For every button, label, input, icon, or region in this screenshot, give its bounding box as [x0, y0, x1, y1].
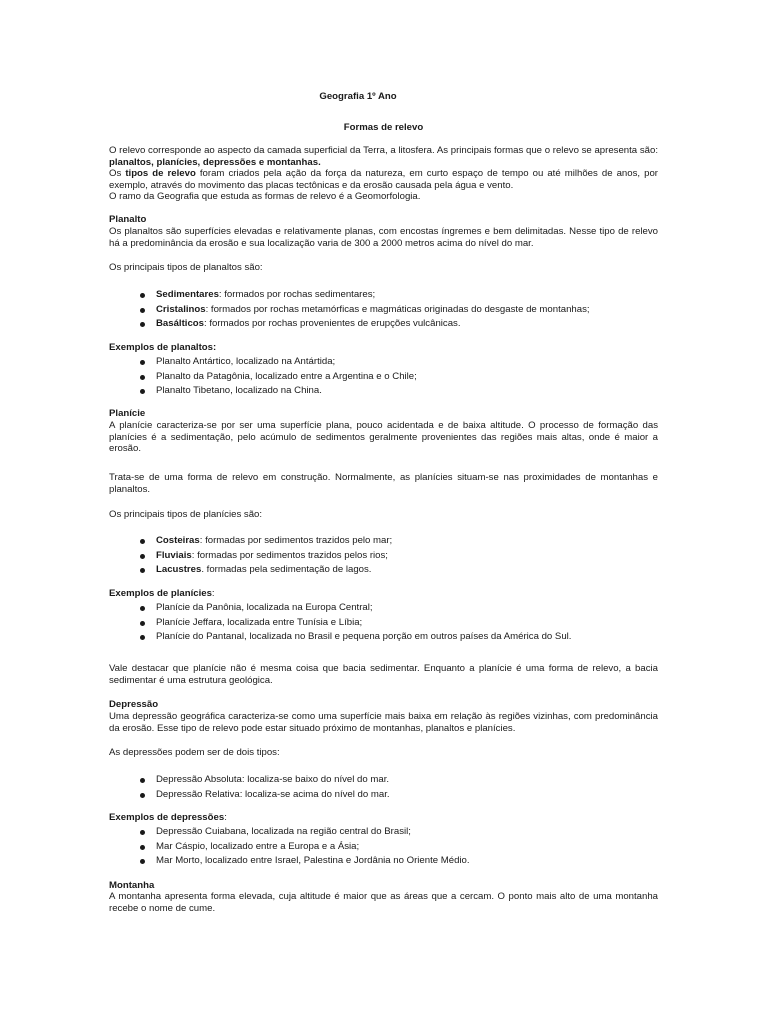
- term-separator: ,: [151, 156, 157, 168]
- list-item: Planície da Panônia, localizada na Europa Central;: [109, 601, 658, 616]
- list-item: Depressão Cuiabana, localizada na região central do Brasil;: [109, 825, 658, 840]
- list-item: Planície do Pantanal, localizada no Brasil e pequena porção em outros países da América do Sul.: [109, 630, 658, 645]
- examples-heading-colon: :: [224, 812, 227, 823]
- list-item: [109, 534, 658, 549]
- intro-text: foram criados pela ação da força da natureza, em curto espaço de tempo ou até milhões de anos, por exemplo, através do movimento das placas tectônicas e da erosão causada pela água e vento.: [109, 168, 658, 191]
- depressao-paragraph: Uma depressão geográfica caracteriza-se como uma superfície mais baixa em relação às regiões vizinhas, com predominância da erosão. Esse tipo de relevo pode estar situado próximo de montanhas, planaltos e planícies.: [109, 711, 658, 734]
- list-item: Planalto Tibetano, localizado na China.: [109, 384, 658, 399]
- depressao-types-list: [109, 773, 658, 802]
- list-item: Mar Cáspio, localizado entre a Europa e a Ásia;: [109, 840, 658, 855]
- planicie-examples-heading: [109, 588, 215, 600]
- term-depressoes: depressões: [202, 156, 257, 168]
- list-item-text: : formadas por sedimentos trazidos pelos rios;: [191, 549, 388, 561]
- planalto-examples-heading: Exemplos de planaltos:: [109, 342, 217, 353]
- depressao-examples-heading: [109, 812, 227, 824]
- list-item-text: : formadas por sedimentos trazidos pelo mar;: [199, 535, 393, 546]
- term-end: .: [318, 156, 321, 168]
- term-planicies: planícies: [156, 156, 198, 168]
- document-topic-title: Formas de relevo: [343, 122, 424, 133]
- depressao-types-intro: As depressões podem ser de dois tipos:: [109, 747, 280, 758]
- term-planaltos: planaltos: [109, 156, 152, 168]
- planicie-examples-list: [109, 601, 658, 645]
- term-tipos-de-relevo: tipos de relevo: [125, 168, 196, 180]
- list-item-term: Basálticos: [156, 318, 204, 329]
- list-item-term: Costeiras: [156, 535, 200, 546]
- planalto-types-list: [109, 288, 658, 332]
- intro-text: O relevo corresponde ao aspecto da camada superficial da Terra, a litosfera. As principais formas que o relevo se apresenta são:: [109, 145, 658, 156]
- list-item: [109, 303, 658, 318]
- montanha-paragraph: A montanha apresenta forma elevada, cuja altitude é maior que as áreas que a cercam. O ponto mais alto de uma montanha recebe o nome de cume.: [109, 891, 658, 914]
- list-item: [109, 549, 658, 564]
- planicie-note-paragraph: Vale destacar que planície não é mesma coisa que bacia sedimentar. Enquanto a planície é uma forma de relevo, a bacia sedimentar é uma estrutura geológica.: [109, 663, 658, 686]
- list-item-term: Cristalinos: [156, 303, 206, 315]
- document-subject-title: Geografia 1º Ano: [319, 91, 397, 102]
- list-item: Mar Morto, localizado entre Israel, Palestina e Jordânia no Oriente Médio.: [109, 854, 658, 869]
- list-item: [109, 563, 658, 578]
- planicie-paragraph-2: Trata-se de uma forma de relevo em construção. Normalmente, as planícies situam-se nas proximidades de montanhas e planaltos.: [109, 472, 658, 495]
- section-heading-planicie: Planície: [109, 408, 146, 419]
- list-item-text: : formados por rochas sedimentares;: [218, 289, 376, 300]
- list-item-text: . formadas pela sedimentação de lagos.: [201, 564, 372, 575]
- planalto-examples-list: [109, 355, 658, 399]
- planalto-paragraph: Os planaltos são superfícies elevadas e relativamente planas, com encostas íngremes e bem delimitadas. Nesse tipo de relevo há a predominância da erosão e sua localização varia de 300 a 2000 metros acima do nível do mar.: [109, 226, 658, 249]
- term-separator: ,: [197, 156, 203, 168]
- examples-heading-colon: :: [211, 588, 215, 599]
- intro-text: O ramo da Geografia que estuda as formas de relevo é a Geomorfologia.: [109, 191, 421, 203]
- list-item: [109, 317, 658, 332]
- term-montanhas: montanhas: [266, 156, 319, 168]
- examples-heading-text: Exemplos de planícies: [109, 588, 212, 599]
- section-heading-montanha: Montanha: [109, 880, 155, 891]
- list-item-term: Lacustres: [156, 564, 202, 575]
- planicie-paragraph: A planície caracteriza-se por ser uma superfície plana, pouco acidentada e de baixa altitude. O processo de formação das planícies é a sedimentação, pelo acúmulo de sedimentos geralmente provenientes das regiões mais altas, onde é maior a erosão.: [109, 420, 658, 455]
- list-item-text: : formados por rochas metamórficas e magmáticas originadas do desgaste de montanhas;: [205, 303, 590, 315]
- section-heading-planalto: Planalto: [109, 214, 147, 225]
- intro-text: Os: [109, 168, 126, 180]
- depressao-examples-list: [109, 825, 658, 869]
- list-item: Depressão Absoluta: localiza-se baixo do nível do mar.: [109, 773, 658, 788]
- list-item: Planalto Antártico, localizado na Antártida;: [109, 355, 658, 370]
- intro-paragraph: [109, 145, 658, 203]
- list-item: Depressão Relativa: localiza-se acima do nível do mar.: [109, 788, 658, 803]
- section-heading-depressao: Depressão: [109, 699, 159, 710]
- list-item-text: : formados por rochas provenientes de erupções vulcânicas.: [204, 318, 461, 329]
- list-item: [109, 288, 658, 303]
- planicie-types-intro: Os principais tipos de planícies são:: [109, 509, 263, 520]
- planicie-types-list: [109, 534, 658, 578]
- term-separator: e: [256, 156, 267, 168]
- planalto-types-intro: Os principais tipos de planaltos são:: [109, 262, 263, 273]
- list-item: Planalto da Patagônia, localizado entre a Argentina e o Chile;: [109, 370, 658, 385]
- list-item-term: Fluviais: [156, 549, 192, 561]
- list-item: Planície Jeffara, localizada entre Tunísia e Líbia;: [109, 616, 658, 631]
- examples-heading-text: Exemplos de depressões: [109, 812, 225, 823]
- list-item-term: Sedimentares: [156, 289, 219, 300]
